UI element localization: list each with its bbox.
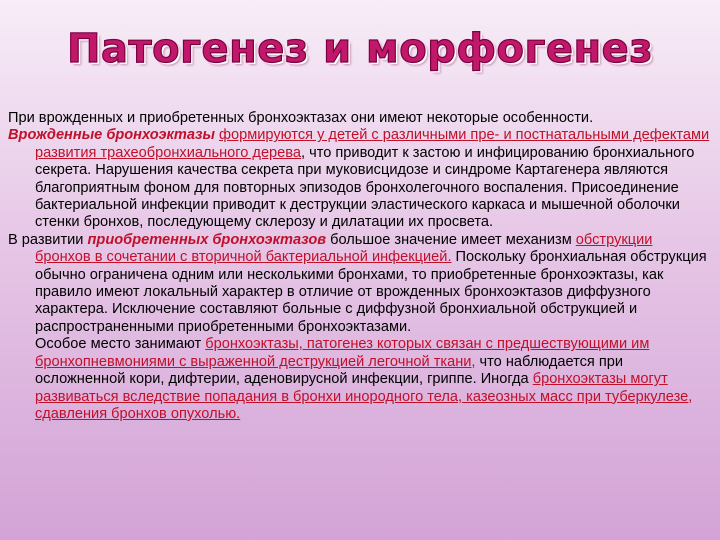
acquired-link[interactable]: обструкции бронхов в сочетании с вторичной бактериальной инфекцией. (35, 231, 653, 266)
acquired-rest: Поскольку бронхиальная обструкция обычно ограничена одним или несколькими бронхами, то приобретенные бронхоэктазы, как правило имеют локальный характер в отличие от врожденных бронхоэктазов диффузного характера. Исключение составляют больные с диффузной бронхиальной обструкцией и распространенными приобретенными бронхоэктазами. (35, 249, 707, 335)
paragraph-special (8, 336, 712, 423)
acquired-term: приобретенных бронхоэктазов (87, 231, 327, 248)
congenital-term: Врожденные бронхоэктазы (8, 127, 215, 144)
special-start: Особое место занимают (35, 336, 206, 353)
special-link-2[interactable]: бронхоэктазы могут развиваться вследствие попадания в бронхи инородного тела, казеозных масс при туберкулезе, сдавления бронхов опухолью. (35, 371, 693, 422)
slide-body (8, 110, 712, 423)
slide-title: Патогенез и морфогенез (66, 26, 654, 72)
paragraph-congenital (8, 127, 712, 231)
congenital-link[interactable]: формируются у детей с различными пре- и постнатальными дефектами развития трахеобронхиального дерева (35, 127, 710, 161)
acquired-start: В развитии (8, 231, 88, 248)
intro-text: При врожденных и приобретенных бронхоэктазах они имеют некоторые особенности. (8, 110, 594, 126)
paragraph-acquired (8, 232, 712, 336)
congenital-rest: , что приводит к застою и инфицированию бронхиального секрета. Нарушения качества секрета при муковисцидозе и синдроме Картагенера являются благоприятным фоном для повторных эпизодов бронхолегочного воспаления. Присоединение бактериальной инфекции приводит к деструкции эластического каркаса и мышечной оболочки стенки бронхов, последующему склерозу и дилатации их просвета. (35, 144, 695, 231)
special-link-1[interactable]: бронхоэктазы, патогенез которых связан с предшествующими им бронхопневмониями с выраженной деструкцией легочной ткани, (35, 336, 650, 370)
acquired-mid: большое значение имеет механизм (326, 231, 576, 248)
special-mid: что наблюдается при осложненной кори, дифтерии, аденовирусной инфекции, гриппе. Иногда (35, 353, 624, 388)
paragraph-intro (8, 110, 712, 127)
